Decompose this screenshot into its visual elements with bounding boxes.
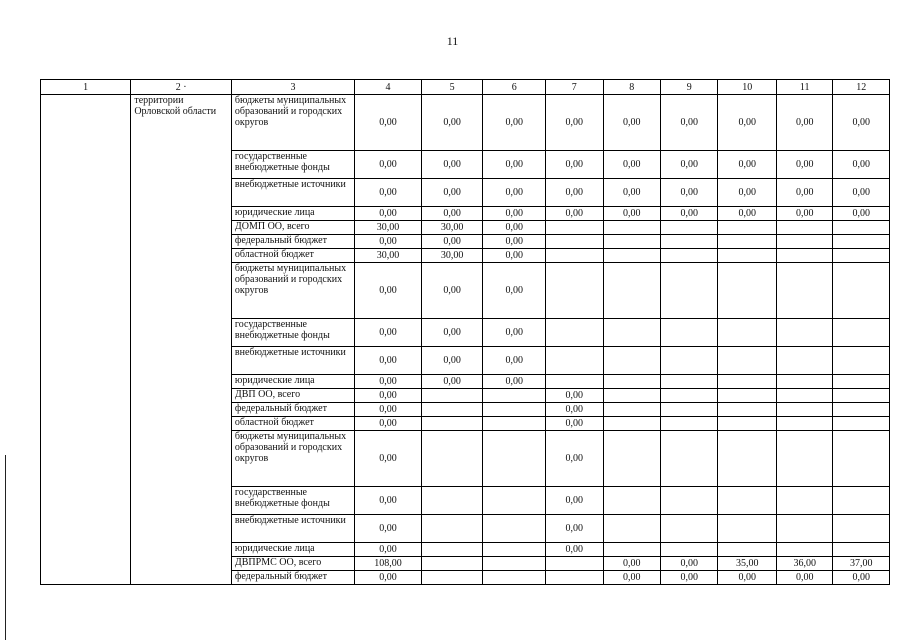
value-cell: 0,00 [661,179,718,207]
value-cell: 0,00 [777,571,833,585]
value-cell [777,221,833,235]
value-cell [833,417,890,431]
value-cell [718,487,777,515]
funding-source-label: юридические лица [231,207,354,221]
funding-source-label: ДОМП ОО, всего [231,221,354,235]
value-cell: 0,00 [483,179,546,207]
value-cell [833,487,890,515]
value-cell [603,319,660,347]
value-cell: 0,00 [603,151,660,179]
value-cell [483,571,546,585]
value-cell [421,431,483,487]
value-cell [661,221,718,235]
value-cell: 0,00 [355,403,422,417]
value-cell [483,389,546,403]
value-cell [603,375,660,389]
value-cell [718,417,777,431]
value-cell [777,319,833,347]
value-cell [661,389,718,403]
value-cell: 0,00 [546,151,603,179]
value-cell [833,375,890,389]
value-cell [483,515,546,543]
value-cell [483,487,546,515]
value-cell: 37,00 [833,557,890,571]
value-cell: 0,00 [777,179,833,207]
value-cell: 36,00 [777,557,833,571]
funding-source-label: внебюджетные источники [231,347,354,375]
value-cell [546,319,603,347]
funding-source-label: федеральный бюджет [231,403,354,417]
value-cell [661,319,718,347]
value-cell: 0,00 [355,515,422,543]
value-cell [777,347,833,375]
value-cell [603,403,660,417]
page-number: 11 [446,34,459,48]
value-cell [661,417,718,431]
header-row [41,80,890,95]
value-cell [661,543,718,557]
value-cell: 0,00 [661,571,718,585]
value-cell: 0,00 [483,249,546,263]
column-header: 11 [777,80,833,95]
value-cell: 108,00 [355,557,422,571]
value-cell: 0,00 [355,375,422,389]
value-cell: 0,00 [777,95,833,151]
funding-source-label: областной бюджет [231,249,354,263]
funding-source-label: внебюджетные источники [231,515,354,543]
value-cell: 0,00 [833,207,890,221]
value-cell [603,249,660,263]
value-cell [603,487,660,515]
value-cell [718,235,777,249]
value-cell: 0,00 [355,347,422,375]
value-cell: 0,00 [718,95,777,151]
value-cell: 0,00 [483,375,546,389]
value-cell: 0,00 [546,403,603,417]
column-header: 4 [355,80,422,95]
funding-source-label: федеральный бюджет [231,571,354,585]
value-cell [603,347,660,375]
value-cell [483,403,546,417]
value-cell [661,347,718,375]
value-cell [483,431,546,487]
value-cell [777,487,833,515]
value-cell [603,515,660,543]
territory-cell: территории Орловской области [131,95,232,585]
value-cell: 0,00 [546,417,603,431]
funding-source-label: государственные внебюджетные фонды [231,319,354,347]
value-cell: 0,00 [603,179,660,207]
value-cell [546,347,603,375]
value-cell: 0,00 [355,389,422,403]
value-cell: 0,00 [546,515,603,543]
funding-source-label: внебюджетные источники [231,179,354,207]
value-cell [483,417,546,431]
funding-source-label: ДВПРМС ОО, всего [231,557,354,571]
value-cell: 0,00 [483,95,546,151]
value-cell [718,543,777,557]
value-cell [777,235,833,249]
value-cell [483,557,546,571]
value-cell [546,235,603,249]
value-cell: 0,00 [355,235,422,249]
value-cell [718,375,777,389]
value-cell [718,263,777,319]
value-cell: 0,00 [603,571,660,585]
value-cell [777,543,833,557]
funding-source-label: юридические лица [231,375,354,389]
column-header: 6 [483,80,546,95]
value-cell: 0,00 [483,235,546,249]
margin-line [5,455,6,640]
value-cell [833,389,890,403]
value-cell: 0,00 [777,151,833,179]
value-cell [661,487,718,515]
budget-table [40,79,890,585]
table-row [41,95,890,151]
value-cell [546,557,603,571]
value-cell: 0,00 [546,543,603,557]
value-cell [718,221,777,235]
value-cell: 0,00 [833,179,890,207]
value-cell [546,375,603,389]
value-cell [718,515,777,543]
value-cell: 0,00 [421,375,483,389]
value-cell [603,263,660,319]
value-cell: 0,00 [355,95,422,151]
value-cell: 0,00 [355,179,422,207]
value-cell [718,431,777,487]
value-cell: 0,00 [546,95,603,151]
value-cell: 0,00 [603,557,660,571]
value-cell [483,543,546,557]
value-cell [777,431,833,487]
value-cell [833,403,890,417]
value-cell [546,221,603,235]
value-cell [833,431,890,487]
value-cell: 0,00 [421,207,483,221]
value-cell: 0,00 [355,487,422,515]
value-cell [421,543,483,557]
value-cell: 0,00 [661,557,718,571]
value-cell [833,319,890,347]
value-cell: 0,00 [355,319,422,347]
value-cell: 0,00 [355,571,422,585]
value-cell: 0,00 [603,207,660,221]
value-cell [421,515,483,543]
value-cell [718,249,777,263]
value-cell [421,417,483,431]
value-cell: 0,00 [546,487,603,515]
column-header: 10 [718,80,777,95]
funding-source-label: федеральный бюджет [231,235,354,249]
value-cell [661,403,718,417]
value-cell: 0,00 [483,151,546,179]
table-body [41,95,890,585]
value-cell [833,221,890,235]
value-cell [603,417,660,431]
value-cell: 0,00 [546,179,603,207]
column-header: 12 [833,80,890,95]
column-header: 3 [231,80,354,95]
column-1-cell [41,95,131,585]
funding-source-label: бюджеты муниципальных образований и городских округов [231,263,354,319]
value-cell [833,235,890,249]
value-cell: 0,00 [661,151,718,179]
value-cell [833,347,890,375]
value-cell: 0,00 [833,571,890,585]
funding-source-label: государственные внебюджетные фонды [231,151,354,179]
value-cell [833,543,890,557]
value-cell: 0,00 [483,207,546,221]
value-cell [777,389,833,403]
value-cell [546,571,603,585]
value-cell: 0,00 [718,151,777,179]
value-cell: 0,00 [603,95,660,151]
value-cell [777,375,833,389]
value-cell [546,263,603,319]
value-cell [718,389,777,403]
value-cell [777,403,833,417]
value-cell: 0,00 [483,347,546,375]
value-cell: 0,00 [718,571,777,585]
value-cell [546,249,603,263]
column-header: 8 [603,80,660,95]
value-cell: 0,00 [355,417,422,431]
value-cell: 0,00 [546,389,603,403]
value-cell [718,319,777,347]
value-cell [833,263,890,319]
value-cell [777,515,833,543]
value-cell [661,235,718,249]
value-cell [661,375,718,389]
value-cell [661,515,718,543]
value-cell [833,249,890,263]
value-cell: 0,00 [777,207,833,221]
value-cell: 0,00 [833,151,890,179]
value-cell [777,249,833,263]
value-cell [421,487,483,515]
value-cell: 0,00 [421,263,483,319]
funding-source-label: государственные внебюджетные фонды [231,487,354,515]
value-cell [661,263,718,319]
value-cell: 0,00 [483,319,546,347]
value-cell: 0,00 [483,263,546,319]
value-cell: 0,00 [421,95,483,151]
funding-source-label: бюджеты муниципальных образований и городских округов [231,431,354,487]
value-cell [718,347,777,375]
value-cell [718,403,777,417]
value-cell: 0,00 [355,543,422,557]
value-cell: 30,00 [355,221,422,235]
funding-source-label: бюджеты муниципальных образований и городских округов [231,95,354,151]
value-cell: 35,00 [718,557,777,571]
value-cell [603,543,660,557]
value-cell: 30,00 [355,249,422,263]
column-header: 2 · [131,80,232,95]
value-cell [661,249,718,263]
value-cell [603,389,660,403]
value-cell: 0,00 [661,95,718,151]
value-cell: 0,00 [546,431,603,487]
value-cell: 0,00 [421,319,483,347]
column-header: 7 [546,80,603,95]
value-cell [777,263,833,319]
value-cell [833,515,890,543]
value-cell [421,389,483,403]
value-cell [421,571,483,585]
value-cell: 30,00 [421,221,483,235]
value-cell: 0,00 [483,221,546,235]
value-cell [421,403,483,417]
column-header: 9 [661,80,718,95]
funding-source-label: юридические лица [231,543,354,557]
value-cell: 0,00 [421,347,483,375]
value-cell [421,557,483,571]
funding-source-label: областной бюджет [231,417,354,431]
value-cell [603,431,660,487]
value-cell: 0,00 [355,263,422,319]
column-header: 1 [41,80,131,95]
value-cell [661,431,718,487]
value-cell: 0,00 [661,207,718,221]
value-cell: 0,00 [718,179,777,207]
value-cell: 0,00 [833,95,890,151]
funding-source-label: ДВП ОО, всего [231,389,354,403]
column-header: 5 [421,80,483,95]
value-cell: 30,00 [421,249,483,263]
value-cell: 0,00 [355,431,422,487]
value-cell: 0,00 [421,179,483,207]
value-cell [603,221,660,235]
value-cell: 0,00 [421,151,483,179]
value-cell: 0,00 [421,235,483,249]
value-cell: 0,00 [355,151,422,179]
value-cell: 0,00 [546,207,603,221]
value-cell: 0,00 [355,207,422,221]
value-cell: 0,00 [718,207,777,221]
value-cell [603,235,660,249]
value-cell [777,417,833,431]
